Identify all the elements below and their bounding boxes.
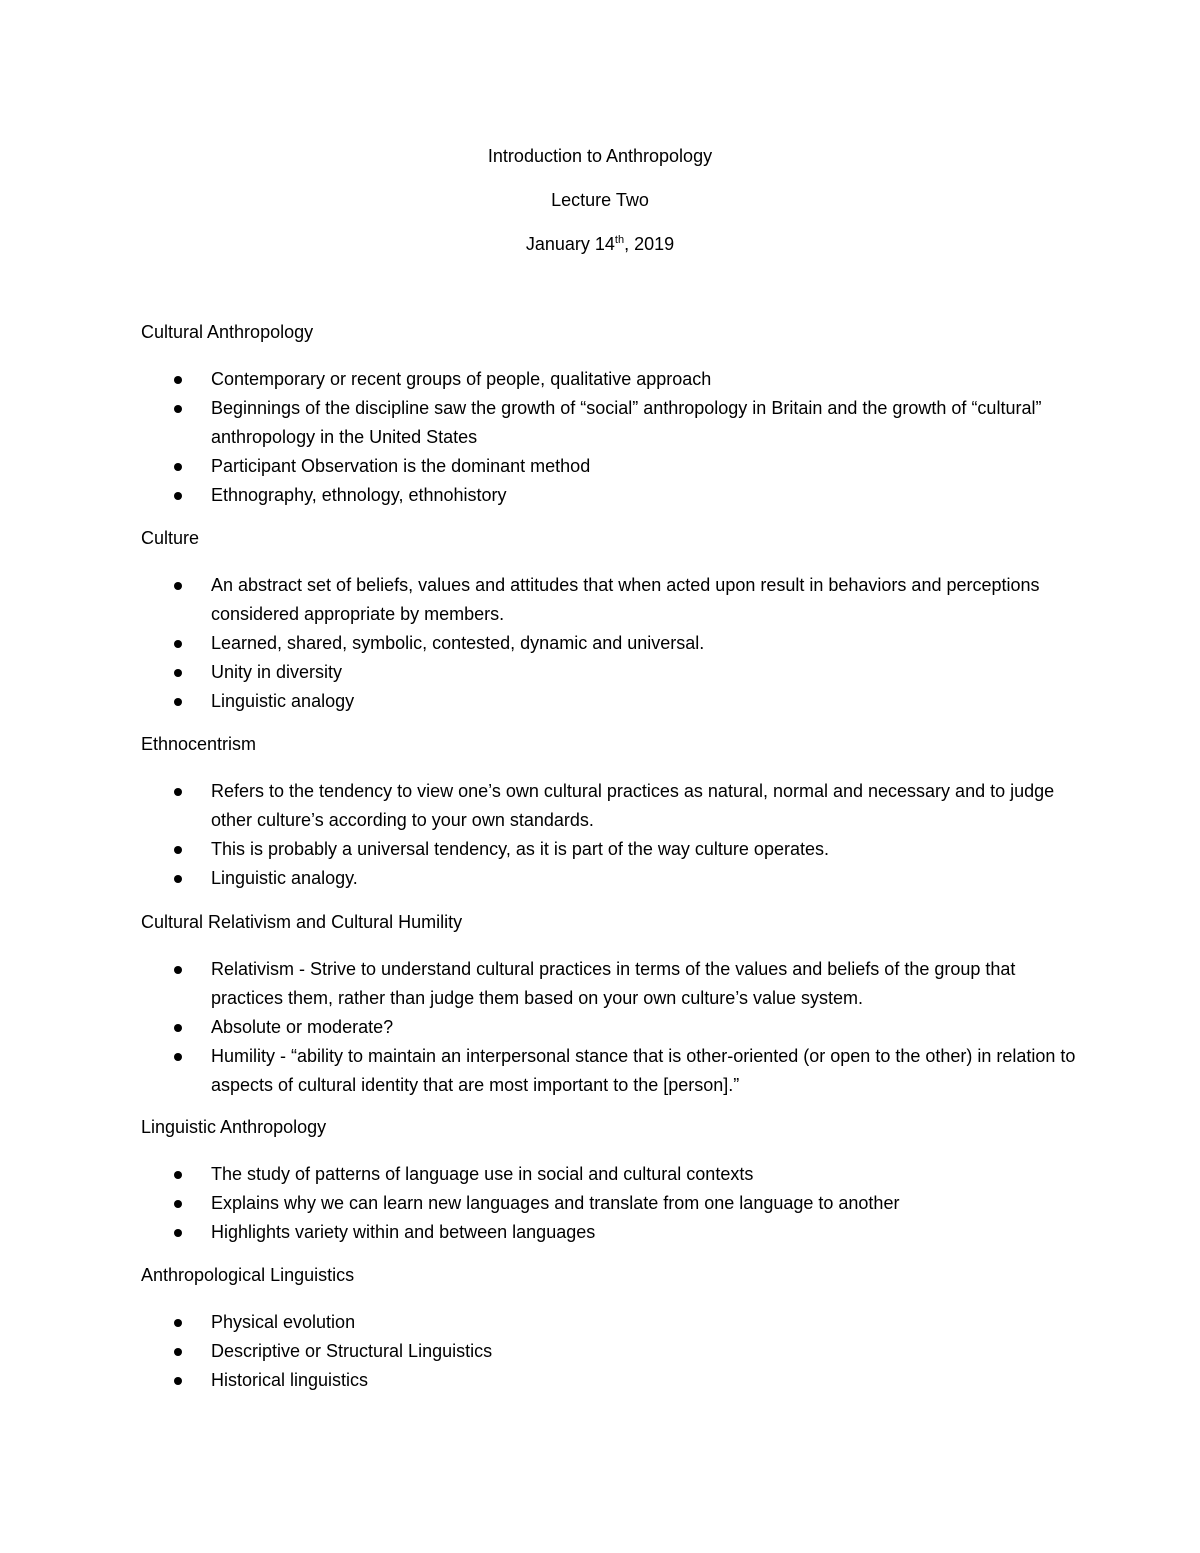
bullet-icon xyxy=(174,788,182,796)
bullet-list xyxy=(141,1160,1081,1247)
section-heading: Cultural Anthropology xyxy=(141,322,314,342)
list-item xyxy=(141,864,1081,893)
bullet-icon xyxy=(174,846,182,854)
list-item xyxy=(141,629,1081,658)
section-cultural-relativism xyxy=(141,911,1081,1100)
section-heading: Linguistic Anthropology xyxy=(141,1117,327,1137)
list-item-text: Learned, shared, symbolic, contested, dynamic and universal. xyxy=(211,633,705,653)
list-item xyxy=(141,835,1081,864)
section-heading: Culture xyxy=(141,528,200,548)
bullet-icon xyxy=(174,1200,182,1208)
lecture-date xyxy=(0,233,1200,255)
section-linguistic-anthropology xyxy=(141,1116,1081,1247)
list-item-text: Humility - “ability to maintain an interpersonal stance that is other-oriented (or open to the other) in relation to aspects of cultural identity that are most important to the [person].” xyxy=(211,1046,1076,1095)
list-item xyxy=(141,658,1081,687)
section-culture xyxy=(141,527,1081,716)
list-item-text: Historical linguistics xyxy=(211,1370,369,1390)
list-item-text: Highlights variety within and between languages xyxy=(211,1222,596,1242)
list-item-text: Explains why we can learn new languages and translate from one language to another xyxy=(211,1193,900,1213)
bullet-list xyxy=(141,777,1081,893)
list-item xyxy=(141,687,1081,716)
list-item xyxy=(141,1337,1081,1366)
list-item xyxy=(141,1189,1081,1218)
list-item-text: Descriptive or Structural Linguistics xyxy=(211,1341,493,1361)
bullet-icon xyxy=(174,1171,182,1179)
list-item xyxy=(141,452,1081,481)
bullet-icon xyxy=(174,405,182,413)
list-item xyxy=(141,1160,1081,1189)
section-ethnocentrism xyxy=(141,733,1081,893)
date-ordinal-suffix: th xyxy=(614,234,625,246)
bullet-icon xyxy=(174,1024,182,1032)
bullet-icon xyxy=(174,463,182,471)
document-title: Introduction to Anthropology xyxy=(487,146,713,166)
lecture-number: Lecture Two xyxy=(551,190,649,210)
bullet-icon xyxy=(174,376,182,384)
section-anthropological-linguistics xyxy=(141,1264,1081,1395)
list-item-text: Relativism - Strive to understand cultural practices in terms of the values and beliefs of the group that practices them, rather than judge them based on your own culture’s value system. xyxy=(211,959,1016,1008)
list-item xyxy=(141,1013,1081,1042)
bullet-list xyxy=(141,365,1081,510)
list-item xyxy=(141,365,1081,394)
list-item xyxy=(141,1366,1081,1395)
list-item-text: An abstract set of beliefs, values and attitudes that when acted upon result in behaviors and perceptions considered appropriate by members. xyxy=(211,575,1040,624)
section-heading: Anthropological Linguistics xyxy=(141,1265,355,1285)
list-item-text: Physical evolution xyxy=(211,1312,356,1332)
list-item-text: Absolute or moderate? xyxy=(211,1017,394,1037)
section-heading: Ethnocentrism xyxy=(141,734,257,754)
bullet-icon xyxy=(174,966,182,974)
list-item xyxy=(141,777,1081,835)
bullet-icon xyxy=(174,582,182,590)
bullet-icon xyxy=(174,875,182,883)
list-item-text: Linguistic analogy. xyxy=(211,868,358,888)
list-item-text: Beginnings of the discipline saw the growth of “social” anthropology in Britain and the growth of “cultural” anthropology in the United States xyxy=(211,398,1042,447)
list-item xyxy=(141,394,1081,452)
list-item xyxy=(141,1042,1081,1100)
list-item-text: Participant Observation is the dominant method xyxy=(211,456,591,476)
list-item-text: Ethnography, ethnology, ethnohistory xyxy=(211,485,507,505)
list-item-text: Unity in diversity xyxy=(211,662,343,682)
section-heading: Cultural Relativism and Cultural Humility xyxy=(141,912,463,932)
bullet-icon xyxy=(174,1377,182,1385)
list-item-text: This is probably a universal tendency, as it is part of the way culture operates. xyxy=(211,839,829,859)
bullet-icon xyxy=(174,1348,182,1356)
bullet-list xyxy=(141,955,1081,1100)
date-suffix: , 2019 xyxy=(624,234,675,254)
bullet-icon xyxy=(174,669,182,677)
bullet-icon xyxy=(174,1229,182,1237)
date-prefix: January 14 xyxy=(525,234,615,254)
bullet-icon xyxy=(174,640,182,648)
list-item xyxy=(141,481,1081,510)
list-item xyxy=(141,1218,1081,1247)
bullet-icon xyxy=(174,698,182,706)
list-item-text: The study of patterns of language use in social and cultural contexts xyxy=(211,1164,754,1184)
list-item-text: Linguistic analogy xyxy=(211,691,355,711)
list-item xyxy=(141,955,1081,1013)
list-item xyxy=(141,1308,1081,1337)
bullet-list xyxy=(141,1308,1081,1395)
list-item xyxy=(141,571,1081,629)
bullet-icon xyxy=(174,492,182,500)
bullet-list xyxy=(141,571,1081,716)
bullet-icon xyxy=(174,1319,182,1327)
bullet-icon xyxy=(174,1053,182,1061)
section-cultural-anthropology xyxy=(141,321,1081,510)
list-item-text: Refers to the tendency to view one’s own cultural practices as natural, normal and necessary and to judge other culture’s according to your own standards. xyxy=(211,781,1055,830)
list-item-text: Contemporary or recent groups of people, qualitative approach xyxy=(211,369,712,389)
